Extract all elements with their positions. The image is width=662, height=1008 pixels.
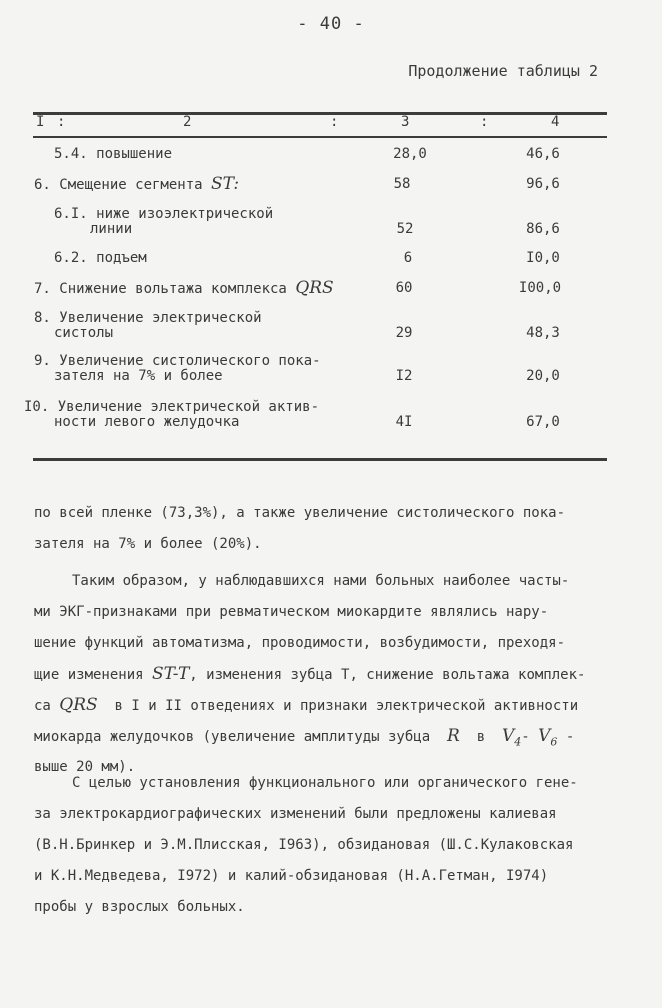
column-header-1: I [36, 114, 45, 130]
row-label: 6.I. ниже изоэлектрической [54, 206, 274, 222]
text-line: за электрокардиографических изменений были предложены калиевая [34, 806, 557, 822]
row-label: 9. Увеличение систолического пока- [34, 353, 321, 369]
st-symbol: ST: [211, 174, 240, 194]
row-label: 7. Снижение вольтажа комплекса QRS [34, 278, 334, 298]
table-top-rule [33, 112, 607, 115]
column-header-4: 4 [551, 114, 560, 130]
text-line: по всей пленке (73,3%), а также увеличение систолического пока- [34, 505, 566, 521]
row-label-continued: систолы [54, 325, 114, 341]
text-line: са QRS в I и II отведениях и признаки электрической активности [34, 695, 579, 715]
text-line: пробы у взрослых больных. [34, 899, 245, 915]
row-value-count: 60 [395, 280, 413, 296]
row-value-count: 52 [396, 221, 414, 237]
r-symbol: R [447, 726, 460, 746]
row-label-continued: линии [90, 221, 133, 237]
text-line: (В.Н.Бринкер и Э.М.Плисская, I963), обзидановая (Ш.С.Кулаковская [34, 837, 574, 853]
row-label-continued: зателя на 7% и более [54, 368, 223, 384]
text-line: С целью установления функционального или органического гене- [72, 775, 578, 791]
row-label: 6.2. подъем [54, 250, 147, 266]
row-value-percent: I0,0 [526, 250, 560, 266]
row-label-continued: ности левого желудочка [54, 414, 240, 430]
text-line: зателя на 7% и более (20%). [34, 536, 262, 552]
column-separator: : [330, 114, 339, 130]
column-separator: : [480, 114, 489, 130]
paragraph-2 [34, 566, 634, 783]
text-line: щие изменения ST-T, изменения зубца Т, снижение вольтажа комплек- [34, 664, 586, 684]
qrs-symbol: QRS [295, 278, 334, 298]
st-t-symbol: ST-T [152, 664, 190, 684]
row-value-count: I2 [395, 368, 413, 384]
row-value-percent: 67,0 [526, 414, 560, 430]
v4-symbol: $V_4$ [501, 726, 522, 749]
row-label: I0. Увеличение электрической актив- [24, 399, 320, 415]
row-value-percent: 96,6 [526, 176, 560, 192]
column-header-3: 3 [401, 114, 410, 130]
row-value-percent: 48,3 [526, 325, 560, 341]
table-header-rule [33, 136, 607, 138]
text-line: шение функций автоматизма, проводимости, возбудимости, преходя- [34, 635, 566, 651]
row-value-percent: 46,6 [526, 146, 560, 162]
row-value-count: 29 [395, 325, 413, 341]
row-value-percent: 20,0 [526, 368, 560, 384]
row-label: 5.4. повышение [54, 146, 173, 162]
row-value-percent: 86,6 [526, 221, 560, 237]
text-line: миокарда желудочков (увеличение амплитуды зубца R в $V_4-$ $V_6$ - [34, 726, 575, 749]
text-line: выше 20 мм). [34, 759, 136, 775]
table-bottom-rule [33, 458, 607, 461]
row-value-count: 58 [393, 176, 411, 192]
table-continuation-caption: Продолжение таблицы 2 [408, 62, 598, 80]
qrs-symbol: QRS [59, 695, 98, 715]
v6-symbol: $V_6$ [538, 726, 558, 749]
column-separator: : [57, 114, 66, 130]
text-line: и К.Н.Медведева, I972) и калий-обзидановая (Н.А.Гетман, I974) [34, 868, 549, 884]
row-label: 8. Увеличение электрической [34, 310, 262, 326]
paragraph-3 [34, 768, 634, 923]
text-line: Таким образом, у наблюдавшихся нами больных наиболее часты- [72, 573, 570, 589]
row-value-count: 28,0 [393, 146, 427, 162]
text-line: ми ЭКГ-признаками при ревматическом миокардите являлись нару- [34, 604, 549, 620]
row-label: 6. Смещение сегмента ST: [34, 174, 240, 194]
row-value-count: 6 [403, 250, 413, 266]
paragraph-1 [34, 498, 634, 560]
column-header-2: 2 [183, 114, 192, 130]
row-value-count: 4I [395, 414, 413, 430]
page-number: - 40 - [297, 14, 365, 34]
row-value-percent: I00,0 [518, 280, 562, 296]
